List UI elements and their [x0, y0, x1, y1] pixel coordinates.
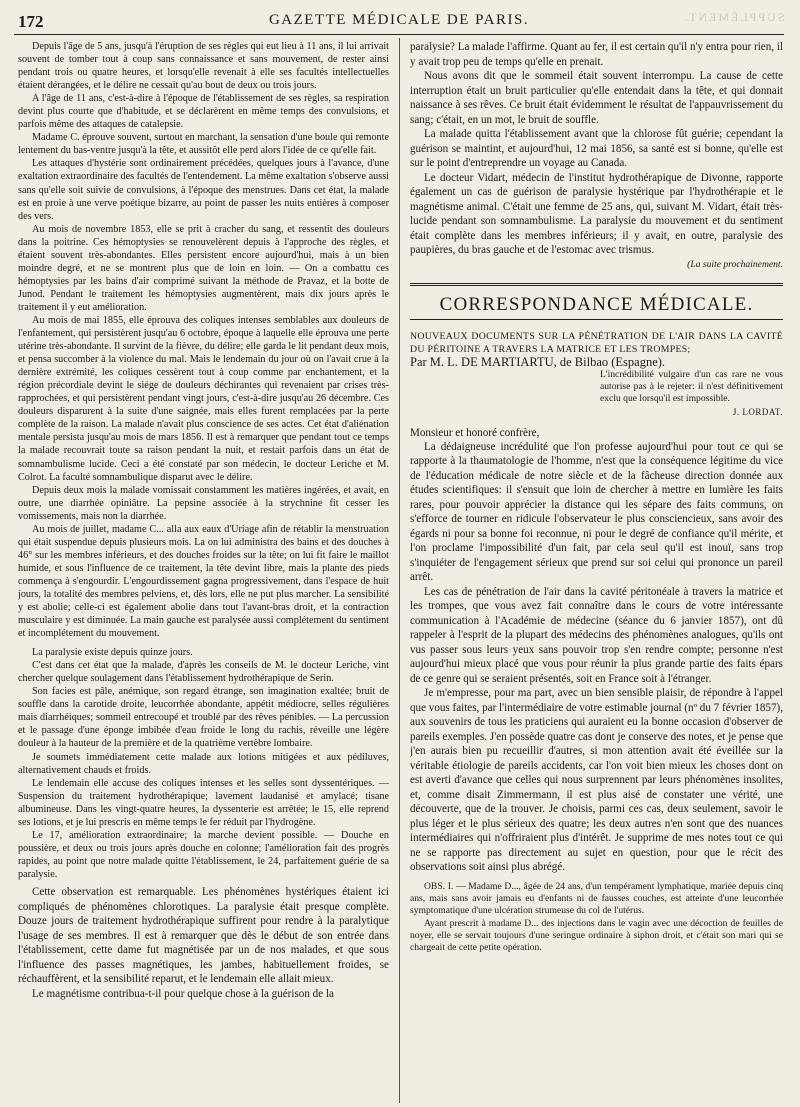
paragraph: La paralysie existe depuis quinze jours.: [32, 647, 193, 659]
paragraph: Cette observation est remarquable. Les phénomènes hystériques étaient ici compliqués de phénomènes chlorotiques. La paralysie était presque complète. Douze jours de traitement hydrothérapique suffirent pour rendre à la paralytique l'usage de ses membres. Il est à remarquer que dès le début de son entrée dans l'établissement, cette dame fut magnétisée par un de nos malades, et que sous l'influence des passes magnétiques, les jambes, habituellement froides, se réchauffèrent, et la sensibilité reparut, et le lendemain elle allait mieux.: [18, 886, 389, 985]
epigraph: L'incrédibilité vulgaire d'un cas rare ne vous autorise pas à le rejeter: il n'est définitivement exclu que lorsqu'il est impossible.: [600, 368, 783, 405]
epigraph-author: J. LORDAT.: [732, 406, 783, 417]
paragraph: Au mois de juillet, madame C... alla aux eaux d'Uriage afin de rétablir la menstruation qui était suspendue depuis plusieurs mois. La on lui administra des bains et des douches à 46° sur les membres inférieurs, et des douches froides sur la tête; on lui fit faire le maillot humide, et sous l'influence de ce traitement, la tête devint libre, mais la plante des pieds commença à s'engourdir. L'engourdissement gagna progressivement, dans l'espace de huit jours, la totalité des membres pelviens, et, dès lors, elle ne put plus marcher. La sensibilité y est abolie; celle-ci est également abolie dans tout l'avant-bras droit, et la contraction musculaire y est diminuée. La main gauche est paralysée aussi complétement du sentiment et incomplétement du mouvement.: [18, 523, 389, 640]
paragraph: Les attaques d'hystérie sont ordinairement précédées, quelques jours à l'avance, d'une exaltation extraordinaire des facultés de l'entendement. La même exaltation s'observe aussi sans qu'elle soit suivie de convulsions, à l'époque des menstrues. Dans cet état, la malade est en proie à une verve poétique bizarre, au point de passer les nuits entières à composer des vers.: [18, 158, 389, 222]
paragraph: Depuis l'âge de 5 ans, jusqu'à l'éruption de ses règles qui eut lieu à 11 ans, il lui arrivait souvent de tomber tout à coup sans connaissance et sans mouvement, de rester ainsi pendant trois ou quatre heures, et lorsqu'elle revenait à elle ses facultés intellectuelles étaient dérangées, et le délire ne cessait qu'au bout de deux ou trois jours.: [18, 41, 389, 92]
paragraph: Le magnétisme contribua-t-il pour quelque chose à la guérison de la: [32, 987, 334, 1000]
paragraph: Madame C. éprouve souvent, surtout en marchant, la sensation d'une boule qui remonte lentement du bas-ventre jusqu'à la tête, et aussitôt elle perd alors l'idée de ce qu'elle fait.: [18, 132, 389, 157]
bleed-through-text: SUPPLÉMENT.: [682, 10, 784, 24]
paragraph: paralysie? La malade l'affirme. Quant au fer, il est certain qu'il n'y entra pour rien, il y avait trop peu de temps qu'elle en prenait.: [410, 41, 783, 68]
article-title: NOUVEAUX DOCUMENTS SUR LA PÉNÉTRATION DE L'AIR DANS LA CAVITÉ DU PÉRITOINE A TRAVERS LA MATRICE ET LES TROMPES;: [410, 330, 783, 355]
paragraph: C'est dans cet état que la malade, d'après les conseils de M. le docteur Leriche, vint chercher quelque soulagement dans l'établissement hydrothérapique de Serin.: [18, 660, 389, 685]
continued-note: (La suite prochainement.: [687, 258, 783, 270]
paragraph: Depuis deux mois la malade vomissait constamment les matières ingérées, et avait, en outre, une diarrhée opiniâtre. La pepsine associée à la strychnine fit cesser les vomissements, mais non la diarrhée.: [18, 484, 389, 522]
title-rule: [410, 319, 783, 320]
running-head: [14, 10, 784, 35]
journal-title: GAZETTE MÉDICALE DE PARIS.: [268, 12, 530, 28]
paragraph: Son facies est pâle, anémique, son regard étrange, son imagination exaltée; bruit de souffle dans la carotide droite, leucorrhée abondante, appétit médiocre, selles régulières mais diarrhéiques; sommeil entrecoupé et troublé par des rêves pénibles. — La percussion et le passage d'une éponge imbibée d'eau froide le long du rachis, réveille une légère douleur à la hauteur de la première et de la quatrième vertèbre lombaire.: [18, 686, 389, 750]
page-number: 172: [18, 12, 44, 31]
section-rule: [410, 283, 783, 286]
paragraph: A l'âge de 11 ans, c'est-à-dire à l'époque de l'établissement de ses règles, sa respiration devint plus courte que d'habitude, et se déclarèrent en même temps des convulsions, et parfois même des attaques de catalepsie.: [18, 93, 389, 131]
paragraph: La dédaigneuse incrédulité que l'on professe aujourd'hui pour tout ce qui se rapporte à la thaumatologie de l'homme, n'est que la conséquence légitime du vice de l'éducation médicale de notre siècle et de la fâcheuse direction donnée aux études scientifiques: il s'ensuit que loin de chercher à mettre en lumière les faits rares, pour pouvoir apprécier la distance qui les sépare des faits communs, on s'efforce de tourner en ridicule l'observateur le plus consciencieux, sans avoir des égards ni pour sa bonne foi reconnue, ni pour le degré de confiance qu'il mérite, et l'on proclame l'impossibilité d'un fait, par cela seul qu'il est inouï, sans trop s'inquiéter de l'engagement sérieux que prend sur soi celui qui prononce un pareil arrêt.: [410, 440, 783, 584]
paragraph: Je soumets immédiatement cette malade aux lotions mitigées et aux pédiluves, alternativement chauds et froids.: [18, 751, 389, 776]
paragraph: Les cas de pénétration de l'air dans la cavité péritonéale à travers la matrice et les trompes, que vous avez fait connaître dans le cours de votre intéressante communication à l'Académie de médecine (séance du 6 janvier 1857), ont dû rappeler à l'esprit de la plupart des médecins des phénomènes analogues, qu'ils ont vus passer sous leurs yeux sans pouvoir trop s'en rendre compte; personne n'est aujourd'hui mieux placé que vous pour réunir la plus grande partie des faits épars de ce genre qui se seraient présentés, soit en France soit à l'étranger.: [410, 585, 783, 685]
paragraph: Je m'empresse, pour ma part, avec un bien sensible plaisir, de répondre à l'appel que vous faites, par l'intermédiaire de votre estimable journal (nº du 7 février 1857), aux souvenirs de tous les praticiens qui auraient eu la bonne occasion d'observer de pareils exemples. J'en possède quatre cas dont je conserve des notes, et je pense que j'en aurais bien pu recueillir d'autres, si mon attention avait été éveillée sur la véritable étiologie de pareils accidents, car l'on voit bien mieux les choses dont on est averti d'avance que celles qui nous surprennent par leurs phénomènes insolites, et, comme disait Zimmermann, il est plus aisé de constater une vérité, une découverte, que de la trouver. Je choisis, parmi ces cas, deux seulement, savoir le plus léger et le plus sérieux des quatre; les deux autres n'en sont que des nuances intermédiaires qui n'offriraient plus d'intérêt. Je supprime de mes notes tout ce qui ne se rapporte pas directement au sujet en question, pour que le récit des observations soit ainsi plus abrégé.: [410, 687, 783, 874]
paragraph: Au mois de mai 1855, elle éprouva des coliques intenses semblables aux douleurs de l'enfantement, qui persistèrent jusqu'au 6 octobre, époque à laquelle elle éprouva une perte utérine très-abondante. Il survint de la fièvre, du délire; elle garda le lit pendant deux mois, et pensa succomber à la violence du mal. Mais le lendemain du jour où on l'avait crue à la dernière extrémité, les coliques cessèrent tout à coup comme par enchantement, et la région précordiale devint le siége de douleurs déchirantes qui revenaient par crises très-rapprochées, et qui persistèrent pendant vingt jours, c'est-à-dire jusqu'au 26 décembre. Ces douleurs disparurent à la suite d'une saignée, mais elles furent remplacées par la perte complète de la raison. La malade n'avait plus conscience de ses actes. Cet état d'aliénation mentale persista jusqu'au mois de mars 1856. Il est à remarquer que pendant tout ce temps la malade recouvrait toute sa raison pendant la nuit, et restait parfois dans un état de somnambulisme lucide. Ceci a été constaté par son médecin, le docteur Leriche et M. Colrot. La faculté somnambulique disparut avec le délire.: [18, 314, 389, 483]
paragraph: Le lendemain elle accuse des coliques intenses et les selles sont dyssentériques. — Suspension du traitement hydrothérapique; lavement laudanisé et amylacé; tisane albumineuse. Dans les vingt-quatre heures, la dyssenterie est arrêtée; le 15, elle reprend ses lotions, et je lui prescris en même temps le fer réduit par l'hydrogène.: [18, 777, 389, 828]
column-divider: [399, 38, 400, 1103]
salutation: Monsieur et honoré confrère,: [410, 426, 540, 439]
paragraph: Nous avons dit que le sommeil était souvent interrompu. La cause de cette interruption était un bruit particulier qu'elle entendait dans la tête, et qui donnait naissance à ses rêves. Ce bruit était évidemment le résultat de l'appauvrissement du sang; c'était, en un mot, le bruit de souffle.: [410, 70, 783, 126]
observation-paragraph: Ayant prescrit à madame D... des injections dans le vagin avec une décoction de feuilles de noyer, elle se servait toujours d'une seringue ordinaire à siphon droit, et c'était son mari qui se chargeait de cette petite opération.: [410, 917, 783, 953]
observation-paragraph: OBS. I. — Madame D..., âgée de 24 ans, d'un tempérament lymphatique, mariée depuis cinq ans, mais sans avoir jamais eu d'enfants ni de fausses couches, est atteinte d'une leucorrhée symptomatique d'une ulcération strumeuse du col de l'utérus.: [410, 880, 783, 917]
paragraph: Le 17, amélioration extraordinaire; la marche devient possible. — Douche en poussière, et deux ou trois jours après douche en colonne; l'amélioration fait des progrès rapides, au point que notre malade quitte l'établissement, le 24, parfaitement guérie de sa paralysie.: [18, 829, 389, 880]
paragraph: La malade quitta l'établissement avant que la chlorose fût guérie; cependant la guérison se maintint, et aujourd'hui, 12 mai 1856, sa santé est si bonne, qu'elle est sur le point d'entreprendre un voyage au Canada.: [410, 128, 783, 169]
paragraph: Au mois de novembre 1853, elle se prit à cracher du sang, et ressentit des douleurs dans la poitrine. Ces hémoptysies se renouvelèrent depuis à l'approche des règles, et étaient souvent très-abondantes. Elles persistent encore aujourd'hui, mais à un bien moindre degré, et ne se montrent plus que de loin en loin. — On a combattu ces hémoptysies par les bains d'air comprimé suivant la méthode de Pravaz, et la botte de Junod. Pendant le traitement les hémoptysies augmentèrent, mais dix jours après le traitement il y eut amélioration.: [18, 223, 389, 313]
left-column: [18, 40, 389, 1107]
right-column: [410, 40, 783, 1107]
paragraph: Le docteur Vidart, médecin de l'institut hydrothérapique de Divonne, rapporte également un cas de guérison de paralysie hystérique par l'hydrothérapie et le magnétisme animal. C'était une femme de 25 ans, qui, suivant M. Vidart, était très-lucide pendant son somnambulisme. La paralysie du mouvement et du sentiment était complète dans les membres inférieurs; il y avait, en outre, paralysie des paupières, du bras gauche et de l'estomac avec trismus.: [410, 171, 783, 256]
section-title: CORRESPONDANCE MÉDICALE.: [439, 293, 754, 315]
article-author: Par M. L. DE MARTIARTU, de Bilbao (Espagne).: [410, 354, 666, 369]
